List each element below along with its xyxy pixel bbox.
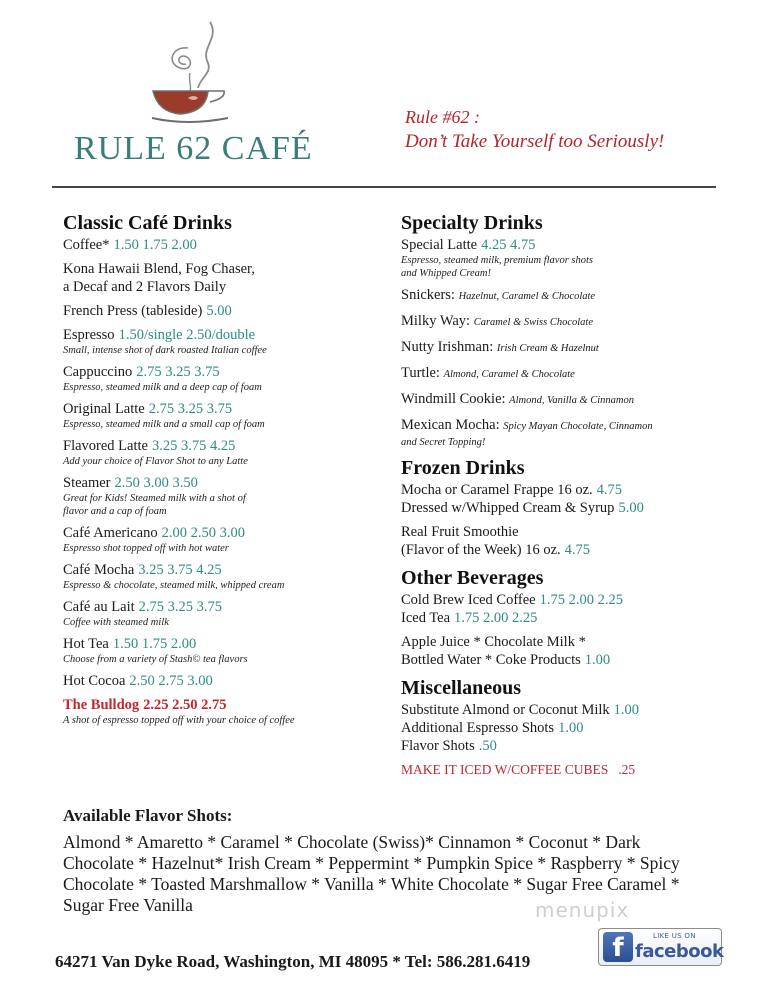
item-description: Add your choice of Flavor Shot to any Latte bbox=[63, 456, 248, 467]
menu-item bbox=[63, 672, 383, 690]
item-price: 1.00 bbox=[613, 702, 640, 718]
item-description: Coffee with steamed milk bbox=[63, 617, 169, 628]
item-name: Additional Espresso Shots bbox=[401, 720, 555, 736]
item-description: Hazelnut, Caramel & Chocolate bbox=[458, 291, 596, 302]
item-price: 2.50 2.75 3.00 bbox=[129, 673, 213, 689]
item-price: 5.00 bbox=[206, 303, 232, 319]
item-name: Windmill Cookie: bbox=[401, 391, 506, 407]
item-name: Flavored Latte bbox=[63, 438, 148, 454]
item-name: Milky Way: bbox=[401, 313, 471, 329]
item-price: 1.00 bbox=[558, 720, 584, 736]
menu-item bbox=[401, 416, 721, 449]
item-description: Caramel & Swiss Chocolate bbox=[473, 317, 593, 328]
menu-item bbox=[401, 701, 721, 755]
item-description: Espresso & chocolate, steamed milk, whipped cream bbox=[63, 580, 285, 591]
item-name: Café au Lait bbox=[63, 599, 135, 615]
item-name: Coffee* bbox=[63, 237, 110, 253]
item-name: MAKE IT ICED W/COFFEE CUBES bbox=[401, 762, 609, 777]
item-price: 3.25 3.75 4.25 bbox=[151, 438, 236, 454]
item-name: (Flavor of the Week) 16 oz. bbox=[401, 542, 561, 558]
item-description: Almond, Caramel & Chocolate bbox=[443, 369, 575, 380]
item-price: 4.75 bbox=[564, 542, 591, 558]
item-price: 1.50 1.75 2.00 bbox=[112, 636, 197, 652]
specialty-drinks-section bbox=[401, 210, 721, 449]
menu-item bbox=[401, 312, 721, 332]
item-name: Hot Cocoa bbox=[63, 673, 126, 689]
menu-item bbox=[401, 633, 721, 669]
item-name-line2: a Decaf and 2 Flavors Daily bbox=[63, 279, 227, 295]
address-phone: 64271 Van Dyke Road, Washington, MI 48095 * Tel: 586.281.6419 bbox=[55, 952, 531, 971]
menu-item-bulldog bbox=[63, 696, 383, 727]
item-price: .50 bbox=[478, 738, 497, 754]
item-price: 4.25 4.75 bbox=[481, 237, 536, 253]
item-name: Snickers: bbox=[401, 287, 455, 303]
item-price: 2.00 2.50 3.00 bbox=[161, 525, 245, 541]
menu-item bbox=[63, 400, 383, 431]
rule-62-tagline bbox=[405, 106, 664, 156]
menu-item bbox=[63, 437, 383, 468]
item-name: Espresso bbox=[63, 327, 115, 343]
item-name: Steamer bbox=[63, 475, 111, 491]
classic-drinks-section bbox=[63, 210, 383, 733]
menu-item bbox=[401, 390, 721, 410]
menu-item bbox=[63, 260, 383, 296]
item-price: 4.75 bbox=[596, 482, 623, 498]
item-description: A shot of espresso topped off with your choice of coffee bbox=[63, 715, 295, 726]
frozen-drinks-section bbox=[401, 455, 721, 559]
section-title: Specialty Drinks bbox=[401, 212, 543, 234]
section-title: Frozen Drinks bbox=[401, 457, 525, 479]
item-name: Turtle: bbox=[401, 365, 440, 381]
coffee-cup-steam-icon bbox=[60, 18, 320, 128]
item-description: Espresso, steamed milk, premium flavor shots bbox=[401, 255, 593, 266]
item-name: Mocha or Caramel Frappe 16 oz. bbox=[401, 482, 593, 498]
item-name: Substitute Almond or Coconut Milk bbox=[401, 702, 610, 718]
item-price: 2.75 3.25 3.75 bbox=[138, 599, 223, 615]
menu-item bbox=[63, 326, 383, 357]
rule-text: Don’t Take Yourself too Seriously! bbox=[405, 131, 665, 152]
item-description-line2: and Whipped Cream! bbox=[401, 268, 492, 279]
item-name: Cappuccino bbox=[63, 364, 133, 380]
menu-item bbox=[401, 364, 721, 384]
menu-item bbox=[63, 363, 383, 394]
item-price: .25 bbox=[618, 762, 636, 777]
item-description: Small, intense shot of dark roasted Italian coffee bbox=[63, 345, 267, 356]
facebook-like-button[interactable] bbox=[598, 928, 722, 966]
item-name: Dressed w/Whipped Cream & Syrup bbox=[401, 500, 615, 516]
item-description: Great for Kids! Steamed milk with a shot of bbox=[63, 493, 246, 504]
section-title: Other Beverages bbox=[401, 567, 544, 589]
other-beverages-section bbox=[401, 565, 721, 669]
item-description: Choose from a variety of Stash© tea flavors bbox=[63, 654, 248, 665]
item-description: Espresso, steamed milk and a deep cap of foam bbox=[63, 382, 262, 393]
item-price: 2.75 3.25 3.75 bbox=[136, 364, 220, 380]
rule-number: Rule #62 : bbox=[405, 107, 480, 127]
item-description: Espresso, steamed milk and a small cap of foam bbox=[63, 419, 265, 430]
item-name: Flavor Shots bbox=[401, 738, 475, 754]
menu-item bbox=[401, 338, 721, 358]
menu-item bbox=[63, 302, 383, 320]
menu-item bbox=[63, 524, 383, 555]
item-price: 3.25 3.75 4.25 bbox=[138, 562, 222, 578]
menu-item bbox=[63, 635, 383, 666]
item-name: Kona Hawaii Blend, Fog Chaser, bbox=[63, 261, 255, 277]
item-name: Nutty Irishman: bbox=[401, 339, 494, 355]
item-description-line2: and Secret Topping! bbox=[401, 437, 486, 448]
item-description-line2: flavor and a cap of foam bbox=[63, 506, 167, 517]
menu-item bbox=[401, 523, 721, 559]
facebook-wordmark: facebook bbox=[635, 941, 724, 962]
item-name: Bottled Water * Coke Products bbox=[401, 652, 581, 668]
item-description: Spicy Mayan Chocolate, Cinnamon bbox=[503, 421, 653, 432]
logo bbox=[60, 18, 320, 168]
item-name: Cold Brew Iced Coffee bbox=[401, 592, 536, 608]
item-description: Espresso shot topped off with hot water bbox=[63, 543, 229, 554]
facebook-f-icon: f bbox=[603, 932, 633, 962]
item-price: 2.75 3.25 3.75 bbox=[148, 401, 233, 417]
item-name: The Bulldog bbox=[63, 697, 140, 713]
flavor-shots-list: Almond * Amaretto * Caramel * Chocolate (Swiss)* Cinnamon * Coconut * Dark Chocolate * Hazelnut* Irish Cream * Peppermint * Pumpkin Spice * Raspberry * Spicy Chocolate * Toasted Marshmallow * Vanilla * White Chocolate * Sugar Free Caramel * Sugar Free Vanilla bbox=[63, 832, 680, 915]
miscellaneous-section bbox=[401, 675, 721, 779]
item-name: Apple Juice * Chocolate Milk * bbox=[401, 634, 586, 650]
menu-item bbox=[401, 481, 721, 517]
item-price: 5.00 bbox=[618, 500, 644, 516]
item-name: Mexican Mocha: bbox=[401, 417, 500, 433]
item-description: Almond, Vanilla & Cinnamon bbox=[509, 395, 635, 406]
menu-item bbox=[401, 236, 721, 280]
item-name: Original Latte bbox=[63, 401, 145, 417]
item-name: Café Mocha bbox=[63, 562, 135, 578]
item-price: 2.50 3.00 3.50 bbox=[114, 475, 198, 491]
menu-item bbox=[401, 591, 721, 627]
item-name: Special Latte bbox=[401, 237, 478, 253]
brand-name: RULE 62 CAFÉ bbox=[74, 130, 313, 167]
item-description: Irish Cream & Hazelnut bbox=[496, 343, 599, 354]
item-price: 2.25 2.50 2.75 bbox=[143, 697, 227, 713]
item-price: 1.00 bbox=[584, 652, 611, 668]
item-price: 1.75 2.00 2.25 bbox=[454, 610, 538, 626]
menu-item bbox=[63, 561, 383, 592]
menupix-watermark: menupix bbox=[535, 898, 630, 922]
menu-item bbox=[63, 236, 383, 254]
menu-item bbox=[63, 598, 383, 629]
item-price: 1.75 2.00 2.25 bbox=[539, 592, 623, 608]
section-title: Classic Café Drinks bbox=[63, 212, 232, 234]
header-divider bbox=[52, 186, 716, 188]
section-title: Miscellaneous bbox=[401, 677, 521, 699]
menu-item bbox=[63, 474, 383, 518]
item-name: Iced Tea bbox=[401, 610, 451, 626]
item-name: Real Fruit Smoothie bbox=[401, 524, 519, 540]
item-name: Hot Tea bbox=[63, 636, 109, 652]
facebook-like-label: LIKE US ON bbox=[653, 932, 696, 940]
item-price: 1.50/single 2.50/double bbox=[118, 327, 256, 343]
menu-item-iced-cubes bbox=[401, 761, 721, 779]
item-price: 1.50 1.75 2.00 bbox=[113, 237, 197, 253]
menu-item bbox=[401, 286, 721, 306]
item-name: French Press (tableside) bbox=[63, 303, 203, 319]
right-column bbox=[401, 210, 721, 785]
flavor-shots-title: Available Flavor Shots: bbox=[63, 806, 233, 825]
item-name: Café Americano bbox=[63, 525, 158, 541]
